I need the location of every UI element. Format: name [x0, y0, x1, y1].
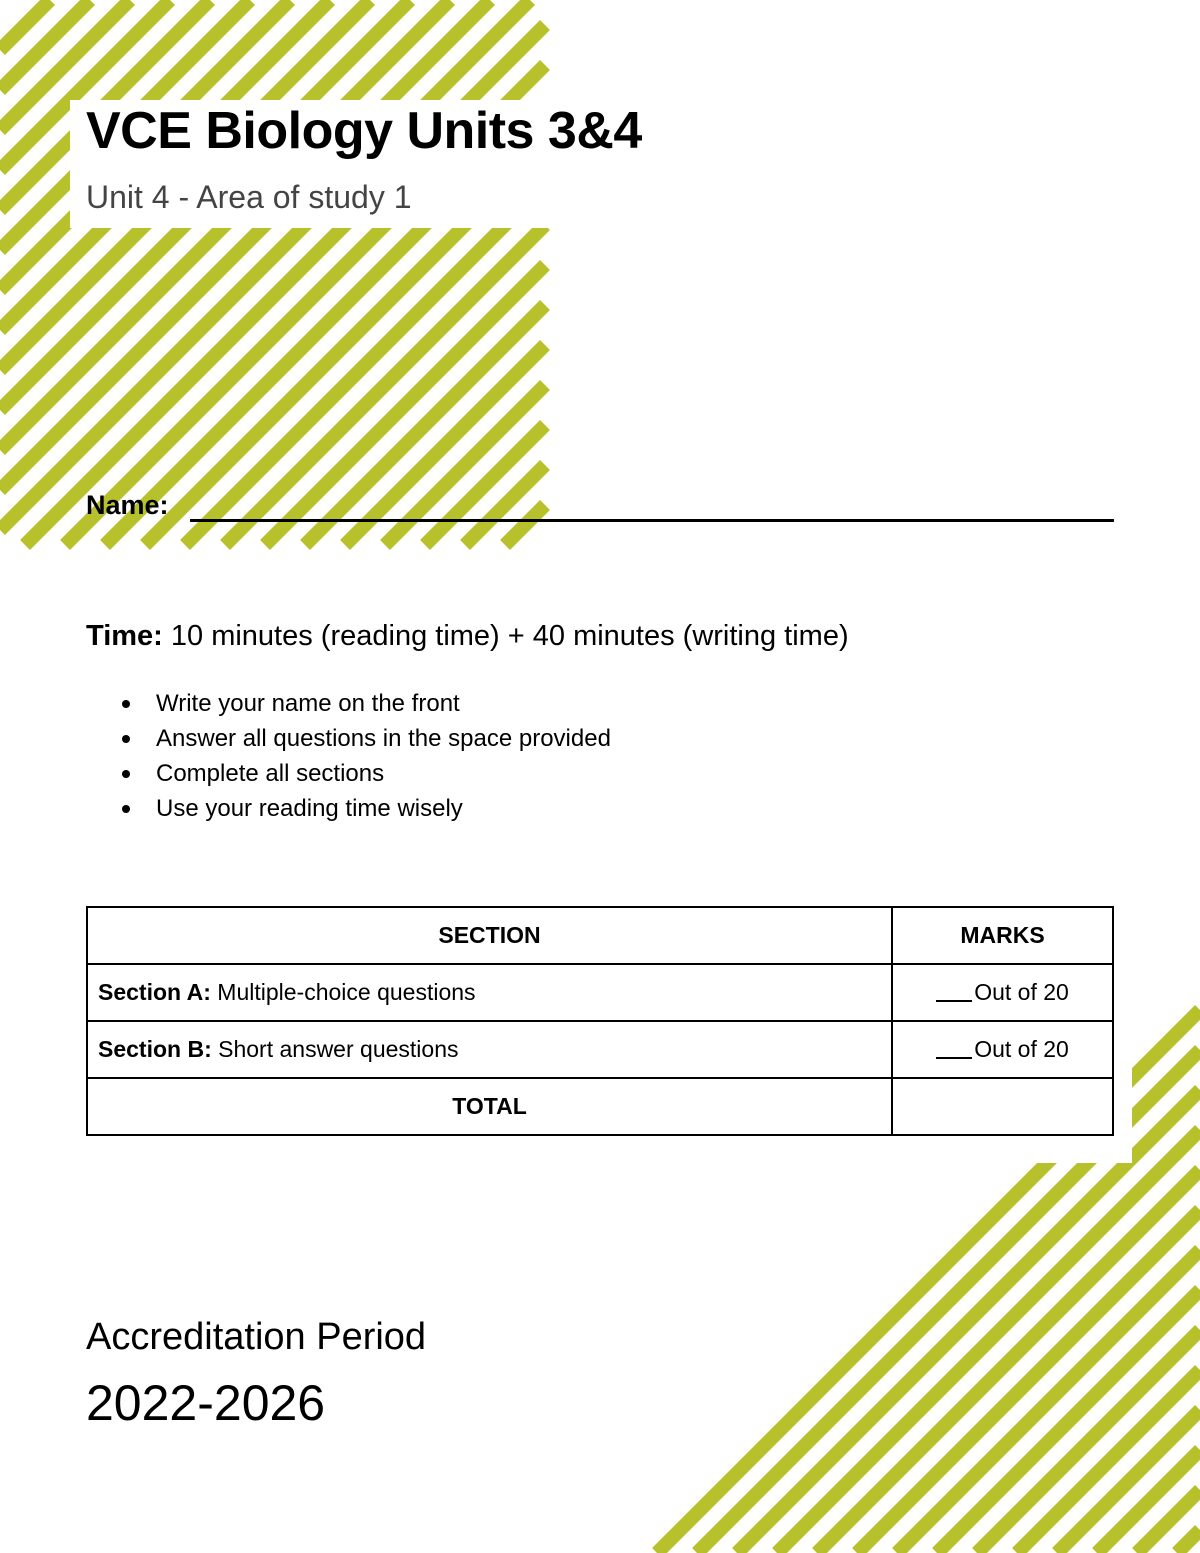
time-label: Time: — [86, 620, 163, 652]
section-a-cell — [87, 964, 892, 1021]
section-b-text: Short answer questions — [218, 1036, 459, 1062]
section-column-header: SECTION — [87, 907, 892, 964]
score-blank[interactable] — [936, 1000, 972, 1002]
table-row — [87, 1021, 1113, 1078]
name-field[interactable] — [86, 490, 1114, 530]
list-item: Answer all questions in the space provided — [120, 721, 611, 756]
table-header-row — [87, 907, 1113, 964]
section-b-label: Section B: — [98, 1036, 212, 1062]
section-a-label: Section A: — [98, 979, 211, 1005]
marks-table — [86, 906, 1114, 1136]
section-a-marks-cell[interactable] — [892, 964, 1113, 1021]
time-allowance — [86, 620, 849, 653]
name-label: Name: — [86, 490, 169, 520]
section-b-cell — [87, 1021, 892, 1078]
section-b-marks-cell[interactable] — [892, 1021, 1113, 1078]
section-a-text: Multiple-choice questions — [217, 979, 476, 1005]
list-item: Write your name on the front — [120, 686, 611, 721]
total-value-cell[interactable] — [892, 1078, 1113, 1135]
list-item: Use your reading time wisely — [120, 791, 611, 826]
section-b-marks: Out of 20 — [974, 1036, 1069, 1062]
table-row — [87, 964, 1113, 1021]
score-blank[interactable] — [936, 1057, 972, 1059]
list-item: Complete all sections — [120, 756, 611, 791]
section-a-marks: Out of 20 — [974, 979, 1069, 1005]
instruction-list — [120, 686, 611, 826]
total-label: TOTAL — [87, 1078, 892, 1135]
accreditation-years: 2022-2026 — [86, 1375, 326, 1431]
table-row — [87, 1078, 1113, 1135]
marks-column-header: MARKS — [892, 907, 1113, 964]
name-input-line[interactable] — [190, 519, 1114, 522]
accreditation-label: Accreditation Period — [86, 1316, 427, 1358]
page-subtitle: Unit 4 - Area of study 1 — [86, 179, 412, 215]
page-title: VCE Biology Units 3&4 — [86, 102, 642, 160]
time-text: 10 minutes (reading time) + 40 minutes (writing time) — [170, 620, 849, 652]
